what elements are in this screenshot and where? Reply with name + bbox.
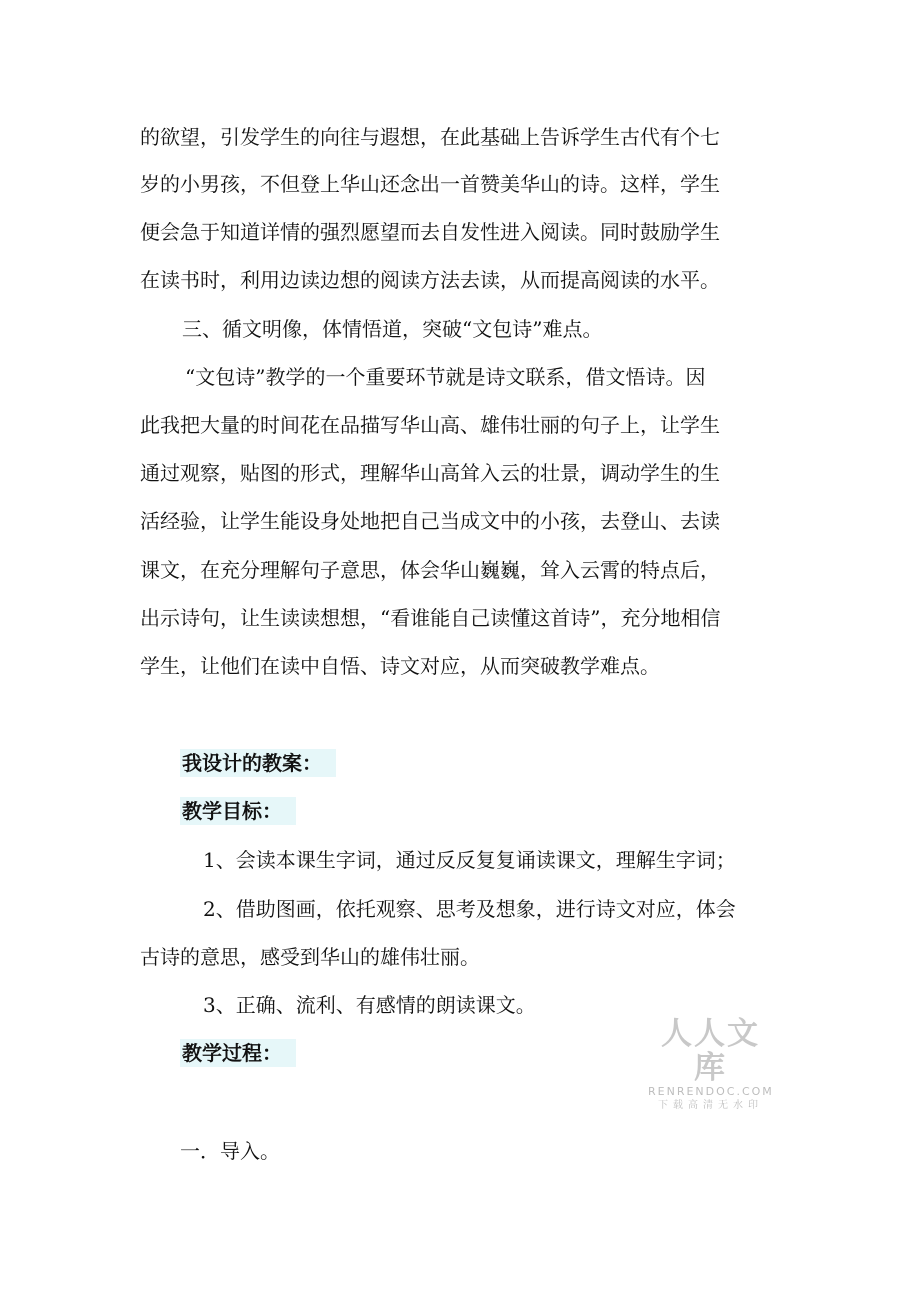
paragraph-line: 的欲望，引发学生的向往与遐想，在此基础上告诉学生古代有个七	[140, 125, 720, 149]
paragraph-line: 此我把大量的时间花在品描写华山高、雄伟壮丽的句子上，让学生	[140, 413, 720, 437]
heading-text: 教学目标：	[180, 797, 296, 825]
objective-item: 2、借助图画，依托观察、思考及想象，进行诗文对应，体会	[203, 897, 736, 921]
paragraph-line: 活经验，让学生能设身处地把自己当成文中的小孩，去登山、去读	[140, 509, 720, 533]
paragraph-line: 便会急于知道详情的强烈愿望而去自发性进入阅读。同时鼓励学生	[140, 220, 720, 244]
paragraph-line: 通过观察，贴图的形式，理解华山高耸入云的壮景，调动学生的生	[140, 461, 720, 485]
watermark-logo	[648, 1017, 773, 1113]
section-title: 三、循文明像，体情悟道，突破“文包诗”难点。	[182, 317, 603, 341]
heading-process	[180, 1039, 296, 1067]
paragraph-line: “文包诗”教学的一个重要环节就是诗文联系，借文悟诗。因	[185, 365, 706, 389]
watermark-site: RENRENDOC.COM	[648, 1085, 774, 1098]
heading-text: 我设计的教案：	[180, 749, 336, 777]
objective-item: 3、正确、流利、有感情的朗读课文。	[203, 993, 536, 1017]
paragraph-line: 出示诗句，让生读读想想，“看谁能自己读懂这首诗”，充分地相信	[140, 606, 721, 630]
watermark-logo-text: 人人文库	[661, 1016, 760, 1086]
watermark-tagline: 下载高清无水印	[658, 1100, 763, 1111]
process-step: 一．导入。	[180, 1139, 280, 1163]
heading-text: 教学过程：	[180, 1039, 296, 1067]
heading-my-plan	[180, 749, 336, 777]
paragraph-line: 学生，让他们在读中自悟、诗文对应，从而突破教学难点。	[140, 654, 660, 678]
objective-item: 1、会读本课生字词，通过反反复复诵读课文，理解生字词；	[203, 848, 736, 872]
paragraph-line: 在读书时，利用边读边想的阅读方法去读，从而提高阅读的水平。	[140, 268, 720, 292]
paragraph-line: 岁的小男孩，不但登上华山还念出一首赞美华山的诗。这样，学生	[140, 172, 720, 196]
heading-objectives	[180, 797, 296, 825]
paragraph-line: 课文，在充分理解句子意思，体会华山巍巍，耸入云霄的特点后，	[140, 558, 720, 582]
objective-item-continued: 古诗的意思，感受到华山的雄伟壮丽。	[140, 945, 480, 969]
